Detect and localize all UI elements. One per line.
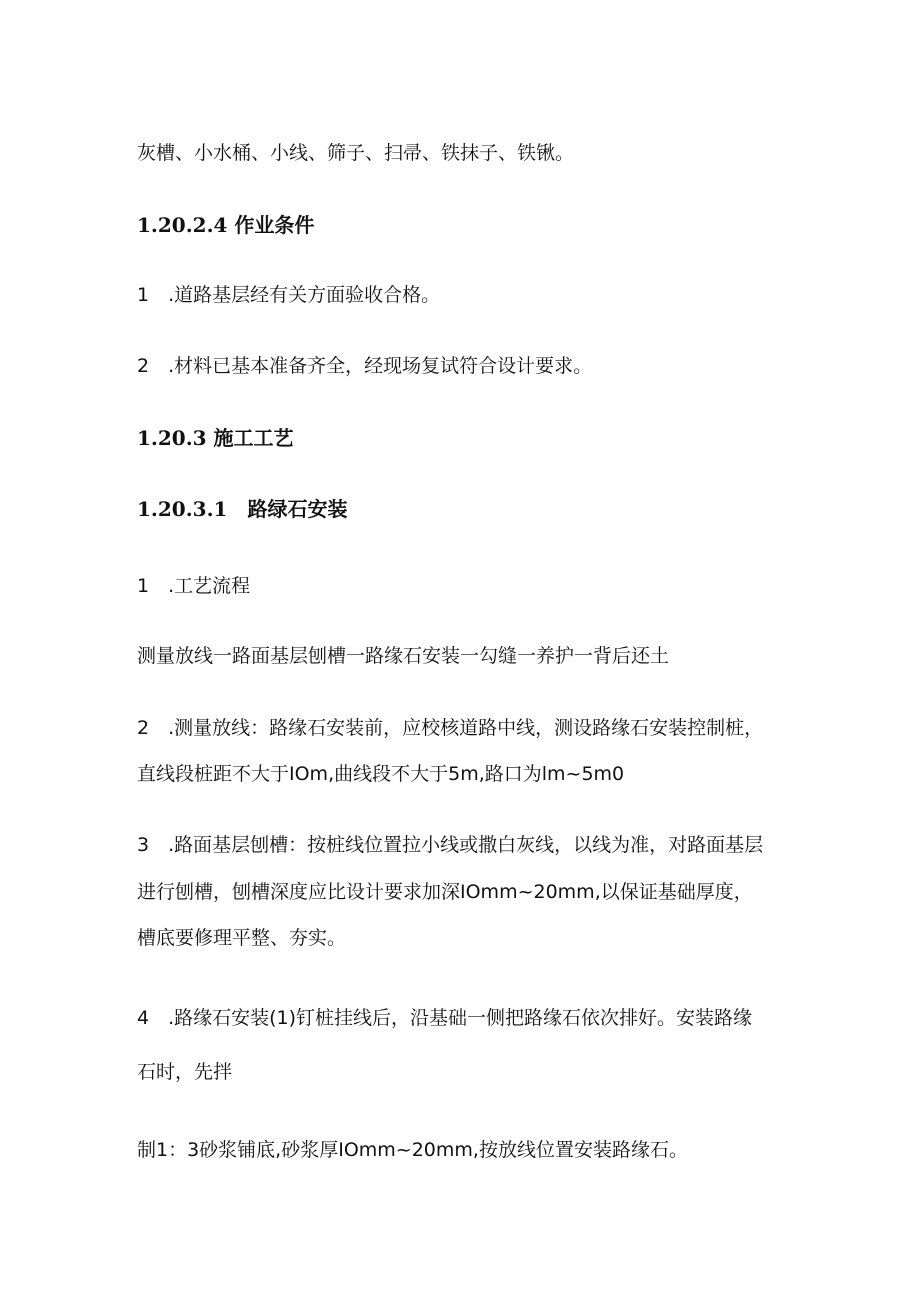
- tools-list-line: 灰槽、小水桶、小线、筛子、扫帚、铁抹子、铁锹。: [137, 142, 575, 164]
- subsection-heading-curb-installation: 1.20.3.1 路绿石安装: [137, 497, 348, 521]
- section-heading-construction-process: 1.20.3 施工工艺: [137, 426, 294, 450]
- section-heading-work-conditions: 1.20.2.4 作业条件: [137, 213, 315, 237]
- process-item-2-line-1: 2 .测量放线：路缘石安装前，应校核道路中线，测设路缘石安装控制桩，: [137, 717, 764, 739]
- process-item-3-line-3: 槽底要修理平整、夯实。: [137, 927, 347, 949]
- process-item-4-line-1: 4 .路缘石安装(1)钉桩挂线后，沿基础一侧把路缘石依次排好。安装路缘: [137, 1007, 753, 1029]
- process-item-4-line-3: 制1：3砂浆铺底,砂浆厚IOmm~20mm,按放线位置安装路缘石。: [137, 1139, 688, 1161]
- process-item-3-line-2: 进行刨槽，刨槽深度应比设计要求加深IOmm~20mm,以保证基础厚度，: [137, 881, 753, 903]
- condition-item-2: 2 .材料已基本准备齐全，经现场复试符合设计要求。: [137, 355, 593, 377]
- process-item-4-line-2: 石时，先拌: [137, 1061, 233, 1083]
- condition-item-1: 1 .道路基层经有关方面验收合格。: [137, 284, 441, 306]
- process-item-1-title: 1 .工艺流程: [137, 575, 251, 597]
- process-flow-line: 测量放线一路面基层刨槽一路缘石安装一勾缝一养护一背后还土: [137, 645, 670, 667]
- process-item-3-line-1: 3 .路面基层刨槽：按桩线位置拉小线或撒白灰线，以线为准，对路面基层: [137, 834, 764, 856]
- process-item-2-line-2: 直线段桩距不大于IOm,曲线段不大于5m,路口为lm~5m0: [137, 763, 625, 785]
